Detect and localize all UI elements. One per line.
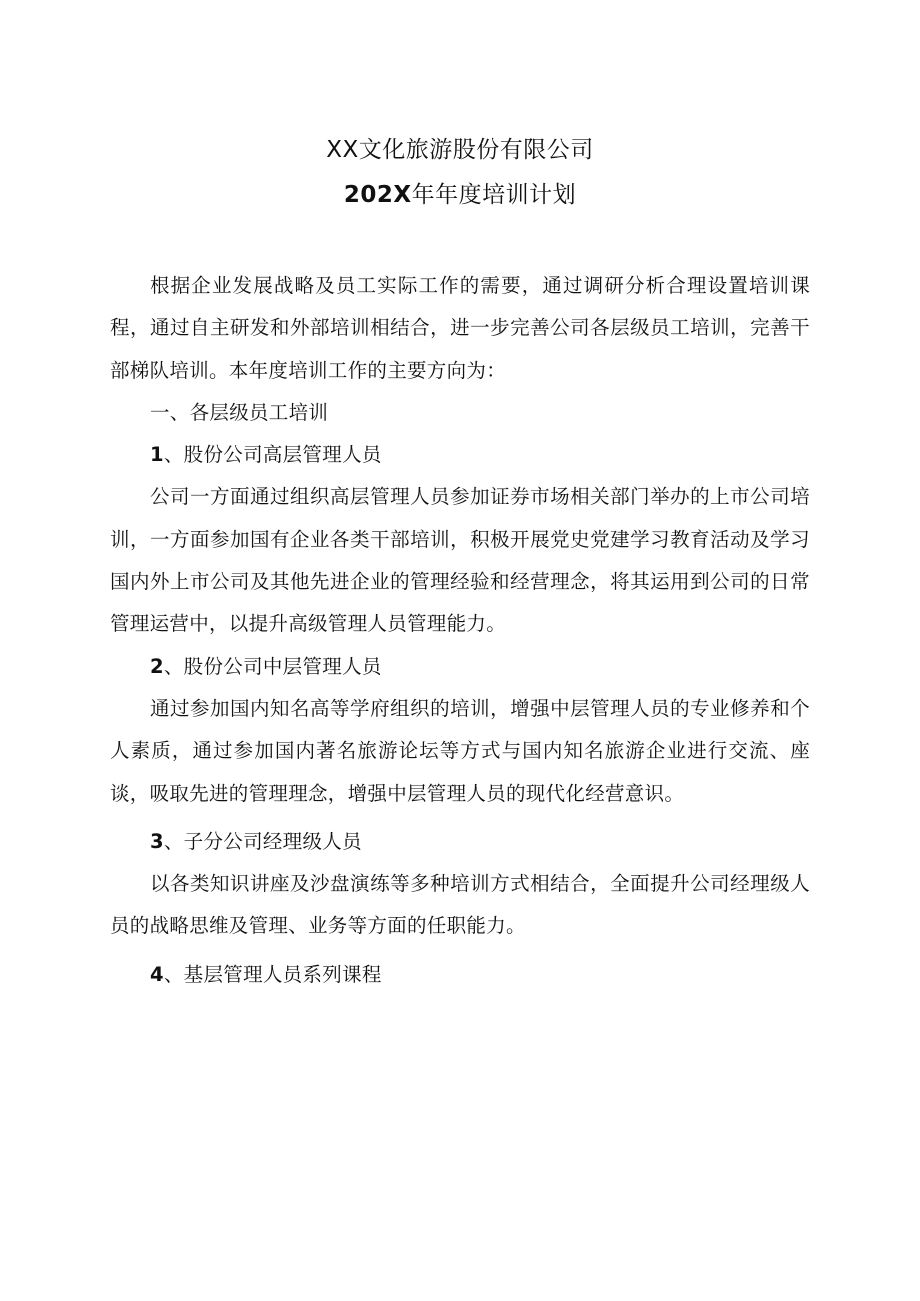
intro-paragraph: 根据企业发展战略及员工实际工作的需要，通过调研分析合理设置培训课程，通过自主研发和外部培训相结合，进一步完善公司各层级员工培训，完善干部梯队培训。本年度培训工作的主要方向为： xyxy=(110,274,810,382)
item-title-2: 、股份公司中层管理人员 xyxy=(163,654,382,678)
item-paragraph-2: 通过参加国内知名高等学府组织的培训，增强中层管理人员的专业修养和个人素质，通过参加国内著名旅游论坛等方式与国内知名旅游企业进行交流、座谈，吸取先进的管理理念，增强中层管理人员的现代化经营意识。 xyxy=(110,696,810,805)
item-number-2: 2 xyxy=(150,654,164,678)
item-title-3: 、子分公司经理级人员 xyxy=(163,829,362,853)
item-title-4: 、基层管理人员系列课程 xyxy=(163,962,382,986)
item-number-4: 4 xyxy=(150,962,164,986)
plan-title-year: 202X xyxy=(343,182,412,208)
item-heading-2 xyxy=(110,646,810,688)
item-paragraph-3: 以各类知识讲座及沙盘演练等多种培训方式相结合，全面提升公司经理级人员的战略思维及管理、业务等方面的任职能力。 xyxy=(110,872,810,938)
section-heading-1: 一、各层级员工培训 xyxy=(150,400,329,424)
item-paragraph-1: 公司一方面通过组织高层管理人员参加证券市场相关部门举办的上市公司培训，一方面参加国有企业各类干部培训，积极开展党史党建学习教育活动及学习国内外上市公司及其他先进企业的管理经验和经营理念，将其运用到公司的日常管理运营中，以提升高级管理人员管理能力。 xyxy=(110,485,810,636)
item-number-1: 1 xyxy=(150,443,164,467)
item-heading-3 xyxy=(110,821,810,863)
item-heading-1 xyxy=(110,434,810,476)
plan-title xyxy=(0,173,920,218)
item-heading-4 xyxy=(110,954,810,996)
company-name-text: XX文化旅游股份有限公司 xyxy=(326,137,594,163)
item-number-3: 3 xyxy=(150,829,164,853)
document-title xyxy=(0,128,920,218)
company-name-title xyxy=(0,128,920,173)
document-body xyxy=(110,265,810,996)
item-title-1: 、股份公司高层管理人员 xyxy=(163,443,382,467)
plan-title-text: 年年度培训计划 xyxy=(411,182,577,208)
